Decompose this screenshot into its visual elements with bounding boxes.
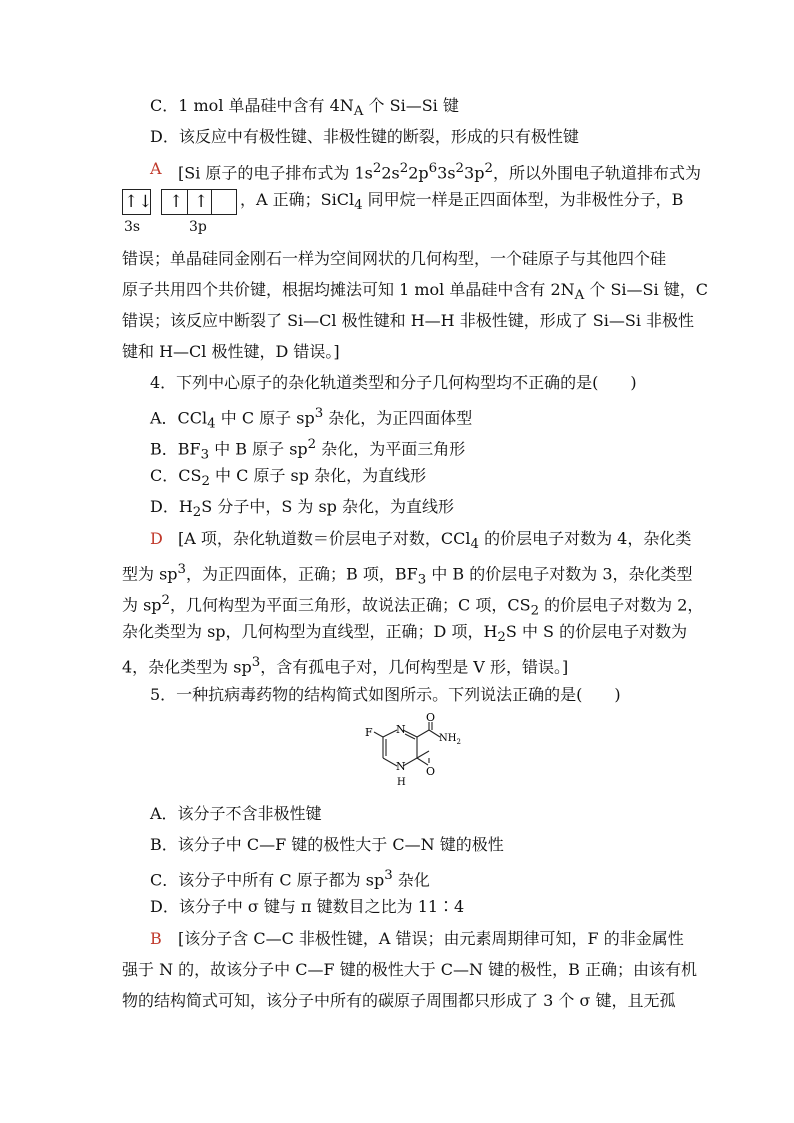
q5-option-d: D．该分子中 σ 键与 π 键数目之比为 11∶4 [150, 897, 465, 916]
q4-answer-line1: [A 项，杂化轨道数＝价层电子对数，CCl$_4$ 的价层电子对数为 4，杂化类 [178, 529, 692, 553]
q4-answer-line4: 杂化类型为 sp，几何构型为直线型，正确；D 项，$H_2S$ 中 S 的价层电子对数为 [122, 622, 688, 646]
q4-answer-letter: D [150, 529, 163, 548]
q4-option-a: A．CCl$_4$ 中 C 原子 $sp^3$ 杂化，为正四面体型 [150, 406, 473, 432]
q4-option-b: B．$BF_3$ 中 B 原子 $sp^2$ 杂化，为平面三角形 [150, 437, 466, 463]
group-nh2: $NH_2$ [439, 733, 461, 746]
orbital-3s-label: 3s [124, 219, 141, 235]
q3-answer-line5: 错误；该反应中断裂了 Si—Cl 极性键和 H—H 非极性键，形成了 Si—Si 非极性 [122, 311, 695, 330]
orbital-3s-arrows: ↑↓ [124, 192, 153, 212]
q3-answer-line3: 错误；单晶硅同金刚石一样为空间网状的几何构型，一个硅原子与其他四个硅 [122, 249, 667, 268]
atom-n-bottom: N [396, 760, 406, 773]
q5-option-a: A．该分子不含非极性键 [150, 804, 322, 823]
q4-stem: 4．下列中心原子的杂化轨道类型和分子几何构型均不正确的是( ) [150, 373, 637, 392]
orbital-3p-arrow-2: ↑ [194, 192, 209, 212]
q5-answer-line2: 强于 N 的，故该分子中 C—F 键的极性大于 C—N 键的极性，B 正确；由该有机 [122, 960, 697, 979]
q5-option-b: B．该分子中 C—F 键的极性大于 C—N 键的极性 [150, 835, 504, 854]
q4-answer-line3: 为 $sp^2$，几何构型为平面三角形，故说法正确；C 项，$CS_2$ 的价层电子对数为 2， [122, 593, 704, 619]
q3-answer-line4: 原子共用四个共价键，根据均摊法可知 1 mol 单晶硅中含有 $2N_A$ 个 Si—Si 键，C [122, 280, 708, 304]
q3-answer-line1: [Si 原子的电子排布式为 $1s^22s^22p^63s^23p^2$，所以外围电子轨道排布式为 [178, 161, 701, 183]
q5-answer-line1: [该分子含 C—C 非极性键，A 错误；由元素周期律可知，F 的非金属性 [178, 929, 684, 948]
atom-h-bottom: H [397, 777, 406, 788]
q4-answer-line5: 4，杂化类型为 $sp^3$，含有孤电子对，几何构型是 V 形，错误。] [122, 655, 569, 677]
q4-option-d: D．$H_2S$ 分子中，S 为 sp 杂化，为直线形 [150, 497, 455, 521]
q3-answer-line6: 键和 H—Cl 极性键，D 错误。] [122, 342, 340, 361]
atom-f: F [365, 726, 373, 739]
atom-o-top: O [426, 711, 436, 724]
orbital-3p-box-3 [211, 189, 237, 215]
atom-o-bottom: O [426, 765, 436, 778]
molecule-structure [350, 711, 480, 797]
orbital-3p-label: 3p [189, 219, 207, 235]
q5-stem: 5．一种抗病毒药物的结构简式如图所示。下列说法正确的是( ) [150, 685, 621, 704]
q3-option-d: D．该反应中有极性键、非极性键的断裂，形成的只有极性键 [150, 127, 579, 146]
q3-answer-letter: A [150, 159, 162, 178]
q4-option-c: C．$CS_2$ 中 C 原子 sp 杂化，为直线形 [150, 466, 427, 490]
atom-n-top: N [396, 723, 406, 736]
q5-answer-line3: 物的结构简式可知，该分子中所有的碳原子周围都只形成了 3 个 σ 键，且无孤 [122, 991, 676, 1010]
q3-option-c: C．1 mol 单晶硅中含有 $4N_A$ 个 Si—Si 键 [150, 96, 459, 120]
q5-option-c: C．该分子中所有 C 原子都为 $sp^3$ 杂化 [150, 868, 430, 890]
q5-answer-letter: B [150, 929, 162, 948]
q4-answer-line2: 型为 $sp^3$，为正四面体，正确；B 项，$BF_3$ 中 B 的价层电子对数为 3，杂化类型 [122, 562, 693, 588]
orbital-3p-arrow-1: ↑ [169, 192, 184, 212]
q3-answer-line2: ，A 正确；SiCl$_4$ 同甲烷一样是正四面体型，为非极性分子，B [240, 190, 684, 214]
